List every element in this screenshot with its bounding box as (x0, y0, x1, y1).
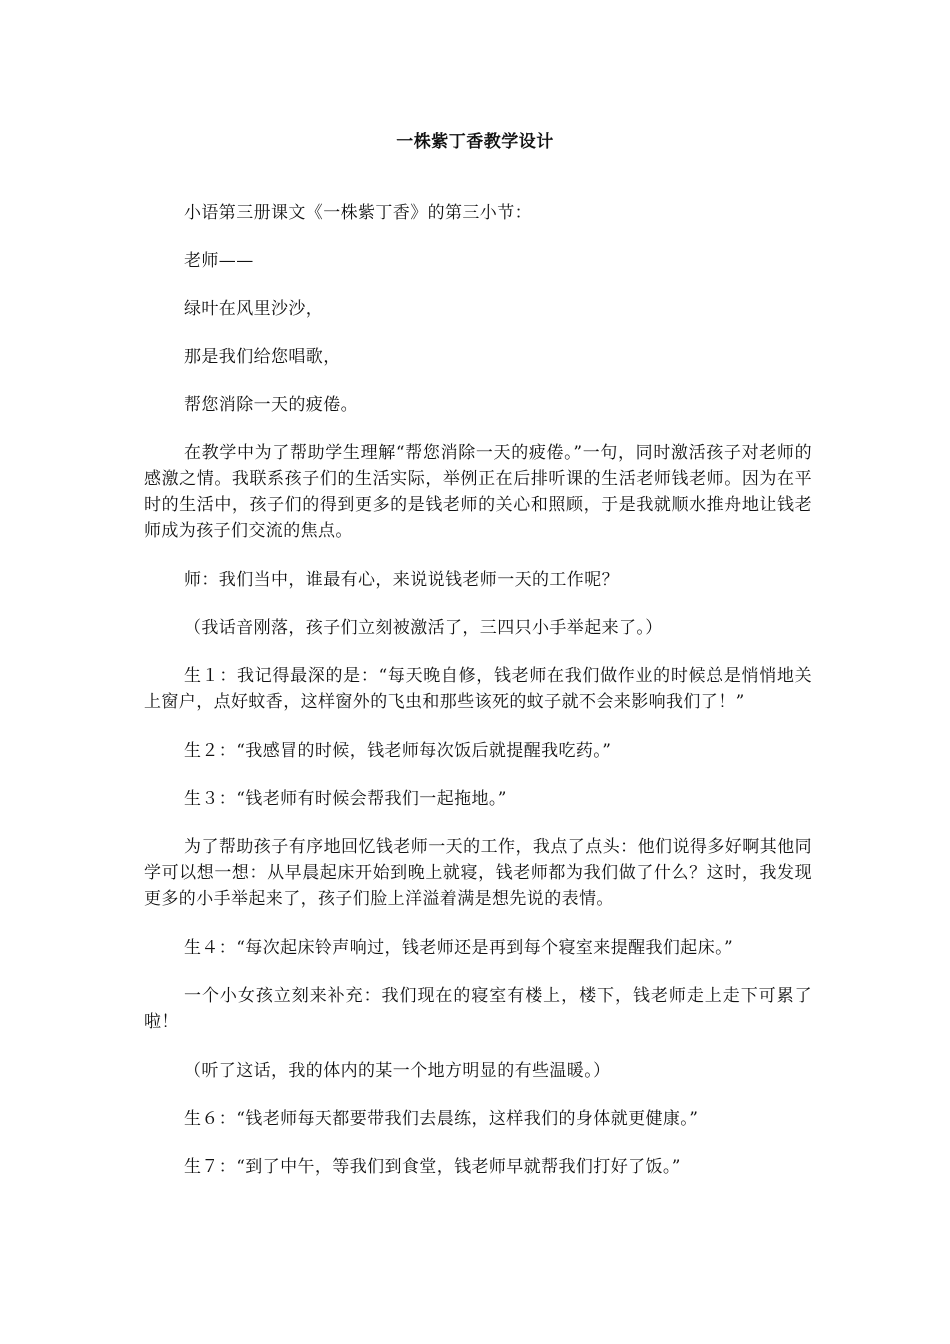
paragraph: 师：我们当中，谁最有心，来说说钱老师一天的工作呢？ (184, 570, 619, 590)
paragraph: （我话音刚落，孩子们立刻被激活了，三四只小手举起来了。） (184, 618, 663, 638)
paragraph: 生１：我记得最深的是：“每天晚自修，钱老师在我们做作业的时候总是悄悄地关上窗户，点好蚊香，这样窗外的飞虫和那些该死的蚊子就不会来影响我们了！” (144, 666, 812, 712)
poem-line: 老师—— (184, 251, 254, 271)
poem-line: 帮您消除一天的疲倦。 (184, 395, 358, 415)
paragraph: 一个小女孩立刻来补充：我们现在的寝室有楼上，楼下，钱老师走上走下可累了啦！ (144, 986, 812, 1032)
paragraph-intro: 小语第三册课文《一株紫丁香》的第三小节： (184, 203, 532, 223)
paragraph: 生４：“每次起床铃声响过，钱老师还是再到每个寝室来提醒我们起床。” (184, 938, 734, 958)
paragraph: 生７：“到了中午，等我们到食堂，钱老师早就帮我们打好了饭。” (184, 1157, 681, 1177)
paragraph: （听了这话，我的体内的某一个地方明显的有些温暖。） (184, 1061, 611, 1081)
poem-line: 那是我们给您唱歌， (184, 347, 341, 367)
document-title: 一株紫丁香教学设计 (396, 132, 554, 152)
paragraph: 生３：“钱老师有时候会帮我们一起拖地。” (184, 789, 507, 809)
poem-line: 绿叶在风里沙沙， (184, 299, 324, 319)
paragraph: 为了帮助孩子有序地回忆钱老师一天的工作，我点了点头：他们说得多好啊其他同学可以想一想：从早晨起床开始到晚上就寝，钱老师都为我们做了什么？这时，我发现更多的小手举起来了，孩子们脸上洋溢着满是想先说的表情。 (144, 837, 812, 909)
paragraph: 在教学中为了帮助学生理解“帮您消除一天的疲倦。”一句，同时激活孩子对老师的感激之情。我联系孩子们的生活实际，举例正在后排听课的生活老师钱老师。因为在平时的生活中，孩子们的得到更多的是钱老师的关心和照顾，于是我就顺水推舟地让钱老师成为孩子们交流的焦点。 (144, 443, 812, 541)
paragraph: 生６：“钱老师每天都要带我们去晨练，这样我们的身体就更健康。” (184, 1109, 699, 1129)
document-body (144, 200, 812, 1202)
paragraph: 生２：“我感冒的时候，钱老师每次饭后就提醒我吃药。” (184, 741, 612, 761)
